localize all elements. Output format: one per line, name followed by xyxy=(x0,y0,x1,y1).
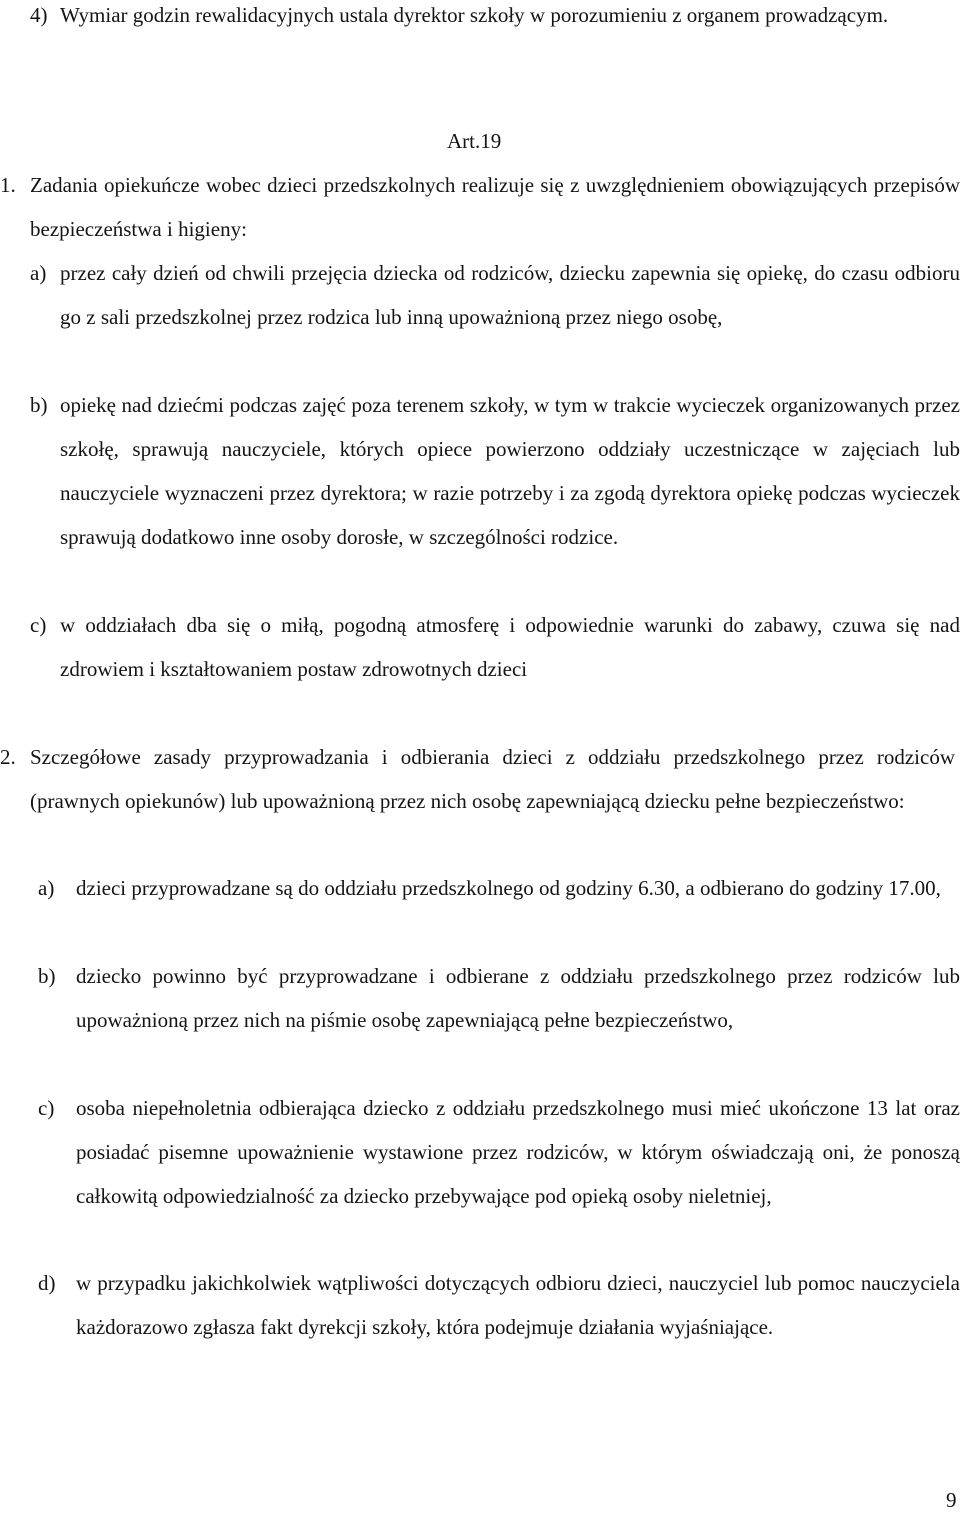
section-1-marker: 1. xyxy=(0,173,16,197)
section-2-intro: Szczegółowe zasady przyprowadzania i odbierania dzieci z oddziału przedszkolnego przez rodziców (prawnych opiekunów) lub upoważnioną przez nich osobę zapewniającą dziecku pełne bezpieczeństwo: xyxy=(30,745,955,813)
section-2-item-b-marker: b) xyxy=(38,964,56,988)
section-2-item-d-marker: d) xyxy=(38,1271,56,1295)
section-2-item-c-marker: c) xyxy=(38,1096,55,1120)
item-4-text: Wymiar godzin rewalidacyjnych ustala dyrektor szkoły w porozumieniu z organem prowadzącym. xyxy=(60,3,889,27)
section-2-item-a-text: dzieci przyprowadzane są do oddziału przedszkolnego od godziny 6.30, a odbierano do godziny 17.00, xyxy=(76,876,941,900)
section-1-item-b-marker: b) xyxy=(30,393,48,417)
section-1-item-a-text: przez cały dzień od chwili przejęcia dziecka od rodziców, dziecku zapewnia się opiekę, do czasu odbioru go z sali przedszkolnej przez rodzica lub inną upoważnioną przez niego osobę, xyxy=(60,261,960,329)
section-1-item-a-marker: a) xyxy=(30,261,47,285)
section-2-item-a-marker: a) xyxy=(38,876,55,900)
section-1-item-c-marker: c) xyxy=(30,613,47,637)
section-1-item-c-text: w oddziałach dba się o miłą, pogodną atmosferę i odpowiednie warunki do zabawy, czuwa się nad zdrowiem i kształtowaniem postaw zdrowotnych dzieci xyxy=(60,613,960,681)
item-4-marker: 4) xyxy=(30,3,48,27)
section-2-marker: 2. xyxy=(0,745,16,769)
section-1-intro: Zadania opiekuńcze wobec dzieci przedszkolnych realizuje się z uwzględnieniem obowiązujących przepisów bezpieczeństwa i higieny: xyxy=(30,173,960,241)
section-1-item-b-text: opiekę nad dziećmi podczas zajęć poza terenem szkoły, w tym w trakcie wycieczek organizowanych przez szkołę, sprawują nauczyciele, których opiece powierzono oddziały uczestniczące w zajęciach lub nauczyciele wyznaczeni przez dyrektora; w razie potrzeby i za zgodą dyrektora opiekę podczas wycieczek sprawują dodatkowo inne osoby dorosłe, w szczególności rodzice. xyxy=(60,393,960,549)
section-1-intro-line1 xyxy=(30,163,960,251)
section-2-item-c-text: osoba niepełnoletnia odbierająca dziecko z oddziału przedszkolnego musi mieć ukończone 13 lat oraz posiadać pisemne upoważnienie wystawione przez rodziców, w którym oświadczają oni, że ponoszą całkowitą odpowiedzialność za dziecko przebywające pod opieką osoby nieletniej, xyxy=(76,1096,960,1208)
article-heading: Art.19 xyxy=(447,129,502,153)
section-2-item-d-text: w przypadku jakichkolwiek wątpliwości dotyczących odbioru dzieci, nauczyciel lub pomoc nauczyciela każdorazowo zgłasza fakt dyrekcji szkoły, która podejmuje działania wyjaśniające. xyxy=(76,1271,960,1339)
section-2-item-b-text: dziecko powinno być przyprowadzane i odbierane z oddziału przedszkolnego przez rodziców lub upoważnioną przez nich na piśmie osobę zapewniającą pełne bezpieczeństwo, xyxy=(76,964,960,1032)
page-number: 9 xyxy=(946,1488,957,1512)
